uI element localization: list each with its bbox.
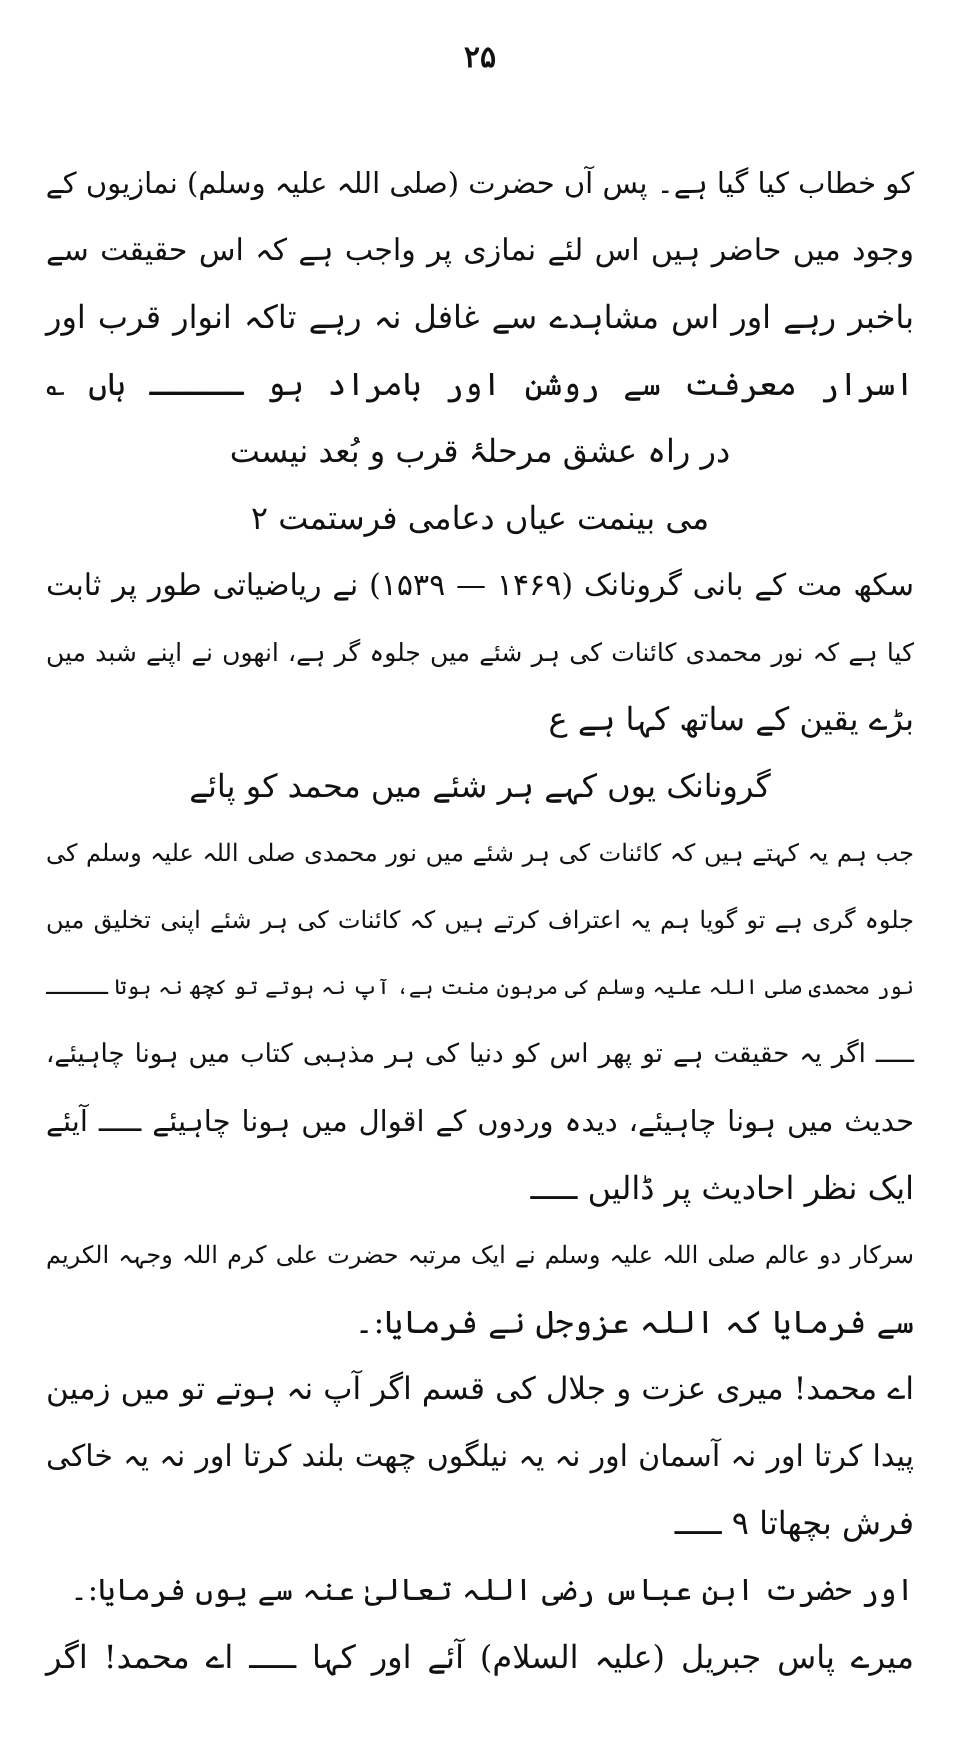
text-line: باخبر رہے اور اس مشاہدے سے غافل نہ رہے تاکہ انوار قرب اور: [46, 298, 914, 336]
text-line: کیا ہے کہ نور محمدی کائنات کی ہر شئے میں جلوہ گر ہے، انھوں نے اپنے شبد میں: [46, 638, 914, 667]
text-body: [40, 150, 920, 1691]
text-line: بڑے یقین کے ساتھ کہا ہے ع: [548, 700, 914, 738]
text-line: سے فرمایا کہ اللہ عزوجل نے فرمایا:۔: [354, 1303, 914, 1341]
text-line: اسرار معرفت سے روشن اور بامراد ہو ـــــ ہاں ؎: [46, 365, 914, 403]
text-line: کو خطاب کیا گیا ہے۔ پس آں حضرت (صلی اللہ علیہ وسلم) نمازیوں کے: [45, 166, 914, 200]
text-line: جب ہم یہ کہتے ہیں کہ کائنات کی ہر شئے میں نور محمدی صلی اللہ علیہ وسلم کی: [46, 839, 915, 867]
text-line: اے محمد! میری عزت و جلال کی قسم اگر آپ نہ ہوتے تو میں زمین: [46, 1371, 914, 1407]
text-line: جلوہ گری ہے تو گویا ہم یہ اعتراف کرتے ہیں کہ کائنات کی ہر شئے اپنی تخلیق میں: [46, 906, 914, 934]
text-line: فرش بچھاتا ۹ ـــــ: [674, 1504, 914, 1542]
text-line: ـــــ اگر یہ حقیقت ہے تو پھر اس کو دنیا کی ہر مذہبی کتاب میں ہونا چاہیئے،: [46, 1039, 914, 1069]
text-line: وجود میں حاضر ہیں اس لئے نمازی پر واجب ہے کہ اس حقیقت سے: [46, 233, 914, 268]
text-line: ایک نظر احادیث پر ڈالیں ـــــ: [530, 1169, 914, 1207]
text-line: سرکار دو عالم صلی اللہ علیہ وسلم نے ایک مرتبہ حضرت علی کرم اللہ وجہہ الکریم: [46, 1241, 914, 1269]
text-line: حدیث میں ہونا چاہیئے، دیدہ وردوں کے اقوال میں ہونا چاہیئے ـــــ آیئے: [46, 1104, 914, 1138]
verse-line: گرونانک یوں کہے ہر شئے میں محمد کو پائے: [189, 767, 771, 805]
text-line: نور محمدی صلی اللہ علیہ وسلم کی مرہون منت ہے، آپ نہ ہوتے تو کچھ نہ ہوتا ـــــ: [46, 975, 914, 999]
text-line: اور حضرت ابن عباس رضی اللہ تعالیٰ عنہ سے یوں فرمایا:۔: [70, 1573, 914, 1608]
page-number: ۲۵: [463, 40, 497, 75]
text-line: پیدا کرتا اور نہ آسمان اور نہ یہ نیلگوں چھت بلند کرتا اور نہ یہ خاکی: [46, 1439, 914, 1474]
verse-line: در راہ عشق مرحلۂ قرب و بُعد نیست: [229, 432, 731, 470]
verse-line: می بینمت عیاں دعامی فرستمت ۲: [250, 499, 710, 537]
text-line: میرے پاس جبریل (علیہ السلام) آئے اور کہا ـــــ اے محمد! اگر: [46, 1638, 915, 1676]
text-line: سکھ مت کے بانی گرونانک (۱۴۶۹ — ۱۵۳۹) نے ریاضیاتی طور پر ثابت: [46, 568, 915, 603]
